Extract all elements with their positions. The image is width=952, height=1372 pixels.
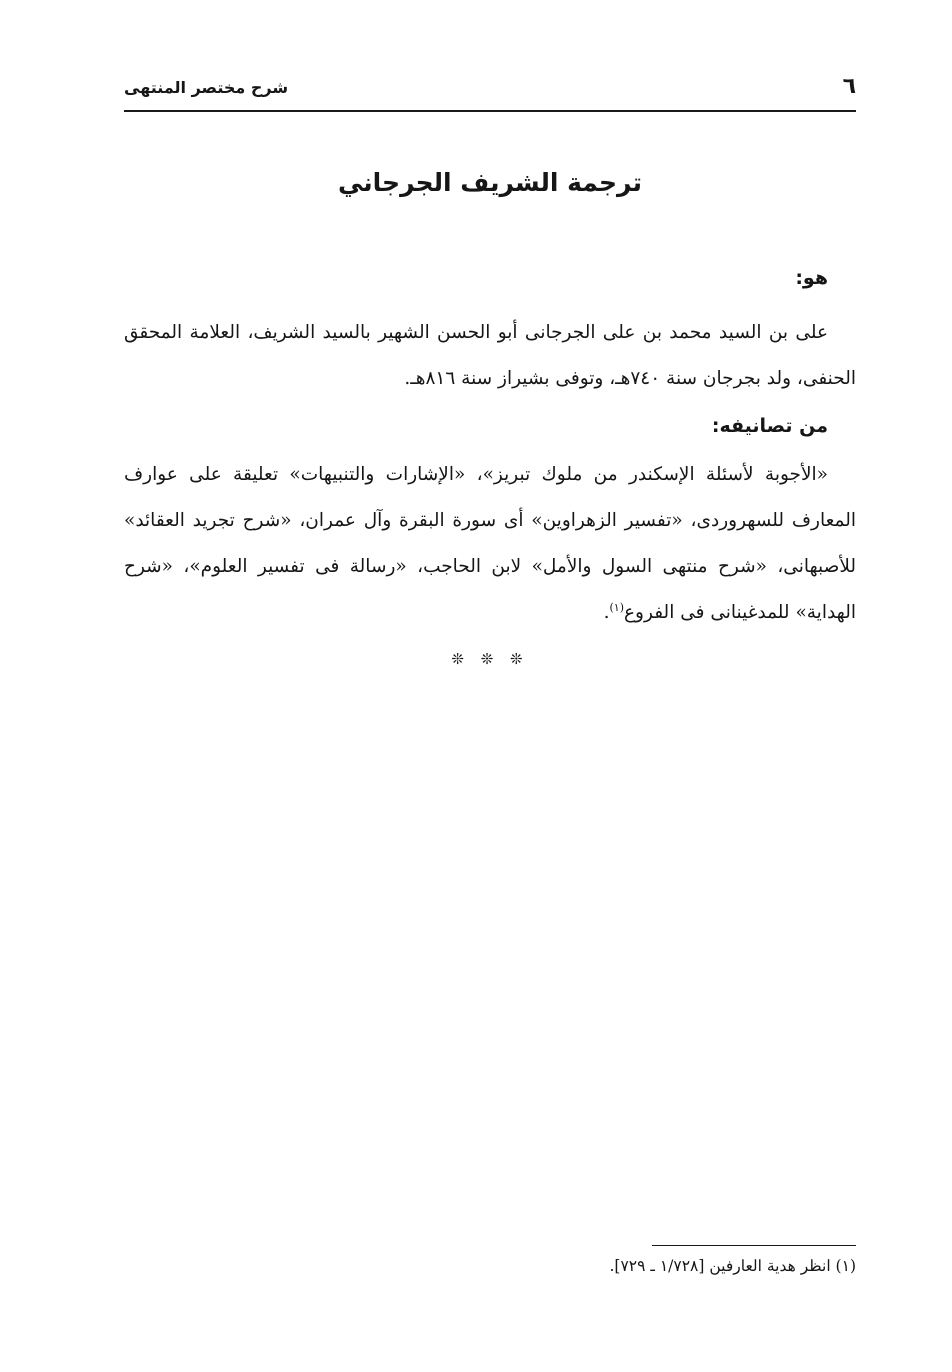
running-title: شرح مختصر المنتهى <box>124 78 289 97</box>
footnote-divider <box>652 1245 856 1246</box>
main-content <box>124 260 856 668</box>
identity-heading: هو: <box>795 267 828 289</box>
works-text: «الأجوبة لأسئلة الإسكندر من ملوك تبريز»، «الإشارات والتنبيهات» تعليقة على عوارف المعارف للسهروردى، «تفسير الزهراوين» أى سورة البقرة وآل عمران، «شرح تجريد العقائد» للأصبهانى، «شرح منتهى السول والأمل» لابن الحاجب، «رسالة فى تفسير العلوم»، «شرح الهداية» للمدغينانى فى الفروع <box>124 464 856 623</box>
works-paragraph <box>124 452 856 636</box>
works-heading: من تصانيفه: <box>711 415 828 437</box>
page-title: ترجمة الشريف الجرجاني <box>337 168 642 197</box>
works-end: . <box>603 602 610 623</box>
identity-paragraph: على بن السيد محمد بن على الجرجانى أبو الحسن الشهير بالسيد الشريف، العلامة المحقق الحنفى، ولد بجرجان سنة ٧٤٠هـ، وتوفى بشيراز سنة ٨١٦هـ. <box>124 322 856 389</box>
running-header <box>124 70 856 112</box>
footnote: (١) انظر هدية العارفين [١/٧٢٨ ـ ٧٢٩]. <box>609 1257 856 1275</box>
page-number: ٦ <box>842 74 856 99</box>
footnote-reference[interactable]: (١) <box>609 600 625 614</box>
section-separator: ❊ ❊ ❊ <box>451 650 529 668</box>
